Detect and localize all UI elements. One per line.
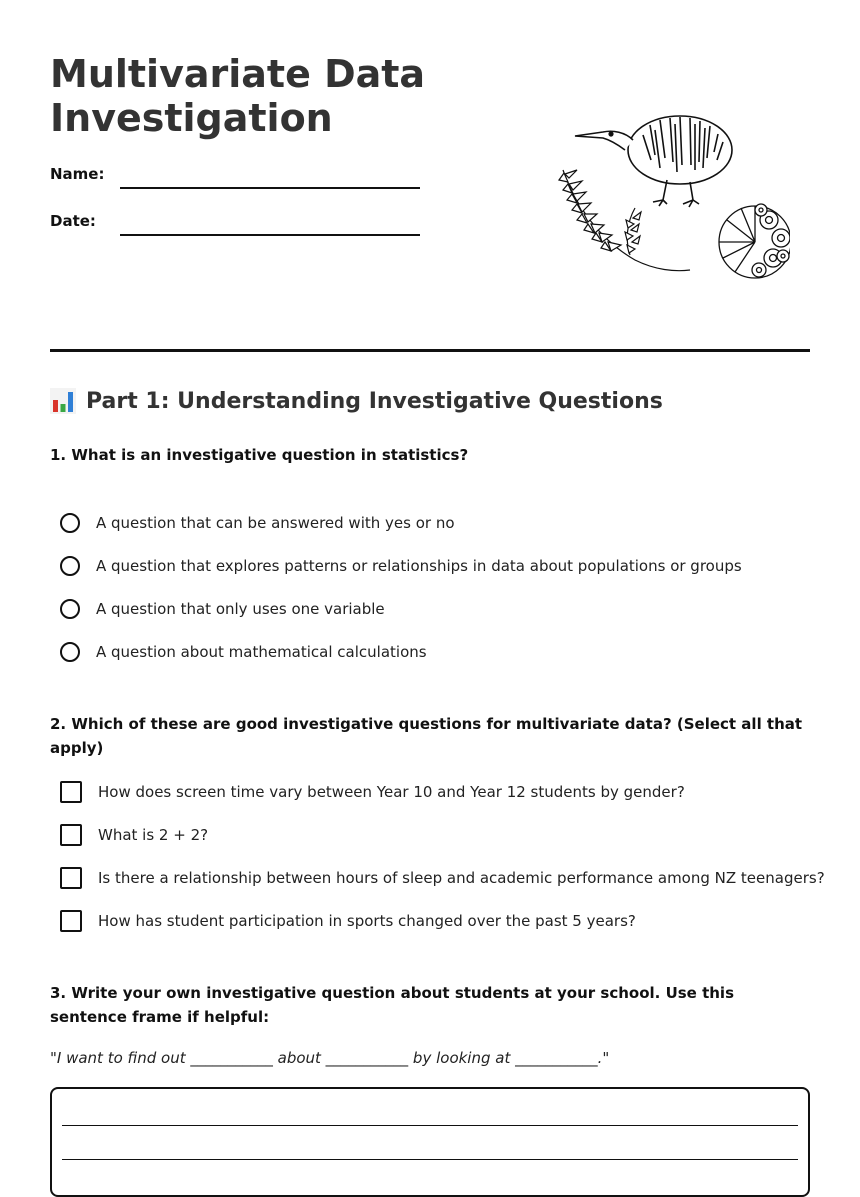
title-line-1: Multivariate Data	[50, 52, 426, 96]
option-label: How does screen time vary between Year 10 and Year 12 students by gender?	[98, 783, 685, 801]
section-divider	[50, 349, 810, 352]
checkbox[interactable]	[60, 824, 82, 846]
option-label: A question that can be answered with yes or no	[96, 514, 455, 532]
question-2: 2. Which of these are good investigative questions for multivariate data? (Select all that apply)	[50, 715, 803, 757]
q1-option-4[interactable]	[60, 639, 427, 665]
q2-option-3[interactable]	[60, 865, 825, 891]
kiwi-fern-illustration	[555, 110, 790, 285]
radio-button[interactable]	[60, 642, 80, 662]
checkbox[interactable]	[60, 910, 82, 932]
q1-option-2[interactable]	[60, 553, 742, 579]
kiwi-bird-icon	[575, 116, 732, 207]
answer-line	[62, 1125, 798, 1126]
q1-option-3[interactable]	[60, 596, 385, 622]
checkbox[interactable]	[60, 781, 82, 803]
radio-button[interactable]	[60, 556, 80, 576]
pie-chart-flower-icon	[719, 204, 790, 278]
question-3: 3. Write your own investigative question about students at your school. Use this sentence frame if helpful:	[50, 984, 734, 1026]
answer-textarea[interactable]	[50, 1087, 810, 1197]
date-label: Date:	[50, 212, 96, 230]
name-field[interactable]	[120, 187, 420, 189]
option-label: How has student participation in sports changed over the past 5 years?	[98, 912, 636, 930]
option-label: A question that explores patterns or relationships in data about populations or groups	[96, 557, 742, 575]
answer-line	[62, 1159, 798, 1160]
page-title	[50, 52, 470, 140]
part1-title: Part 1: Understanding Investigative Questions	[86, 388, 663, 414]
option-label: A question that only uses one variable	[96, 600, 385, 618]
radio-button[interactable]	[60, 513, 80, 533]
checkbox[interactable]	[60, 867, 82, 889]
option-label: Is there a relationship between hours of sleep and academic performance among NZ teenagers?	[98, 869, 825, 887]
q2-option-4[interactable]	[60, 908, 636, 934]
name-label: Name:	[50, 165, 105, 183]
date-field[interactable]	[120, 234, 420, 236]
worksheet-page	[50, 0, 825, 1161]
radio-button[interactable]	[60, 599, 80, 619]
q2-option-2[interactable]	[60, 822, 208, 848]
part1-heading	[50, 388, 663, 414]
bar-chart-icon	[50, 388, 76, 414]
q1-option-1[interactable]	[60, 510, 455, 536]
option-label: A question about mathematical calculations	[96, 643, 427, 661]
option-label: What is 2 + 2?	[98, 826, 209, 844]
sentence-frame: "I want to find out ___________ about ___________ by looking at ___________."	[50, 1049, 610, 1067]
fern-icon	[559, 170, 690, 271]
question-1: 1. What is an investigative question in statistics?	[50, 446, 469, 464]
q2-option-1[interactable]	[60, 779, 685, 805]
title-line-2: Investigation	[50, 96, 333, 140]
